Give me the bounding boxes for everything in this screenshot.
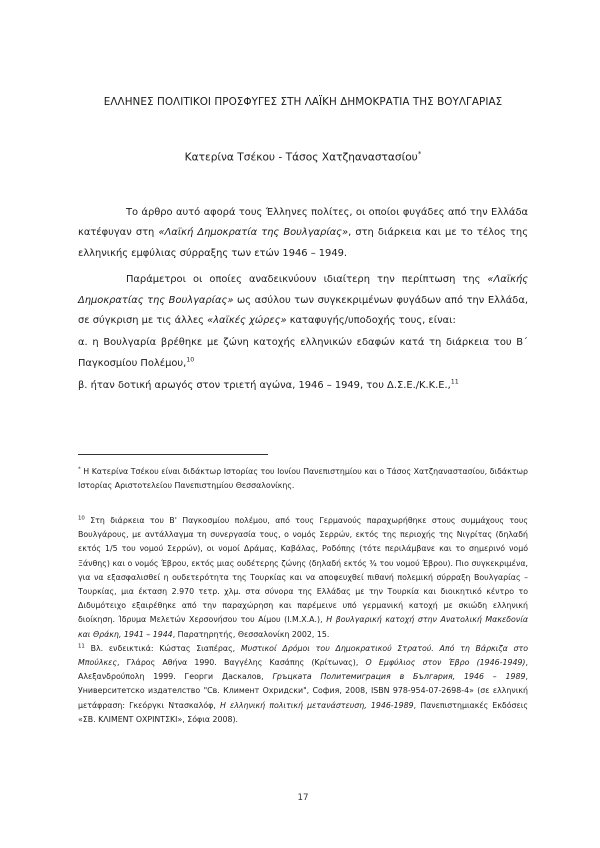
paragraph-2 — [78, 270, 528, 331]
footnotes-list — [78, 514, 528, 727]
footnote-11-italic-c: Гръцката Политемиграция в България, 1946 – 1989 — [272, 672, 526, 682]
footnote-ref-10[interactable]: 10 — [186, 356, 195, 364]
paragraph-1-text-b: , στη διάρκεια και με το τέλος της ελληνικής εμφύλιας σύρραξης των ετών 1946 – 1949. — [78, 227, 528, 259]
footnote-10-text-b: , Παρατηρητής, Θεσσαλονίκη 2002, 15. — [172, 629, 330, 639]
footnote-author-text: Η Κατερίνα Τσέκου είναι διδάκτωρ Ιστορίας του Ιονίου Πανεπιστημίου και ο Τάσος Χατζηαναστασίου, διδάκτωρ Ιστορίας Αριστοτελείου Πανεπιστημίου Θεσσαλονίκης. — [78, 467, 528, 491]
footnote-11-mark: 11 — [78, 643, 85, 650]
paragraph-2-text-c: καταφυγής/υποδοχής τους, είναι: — [286, 315, 456, 327]
list-item-b — [78, 376, 528, 396]
page-number: 17 — [297, 793, 309, 803]
paragraph-2-italic-b: «λαϊκές χώρες» — [207, 315, 287, 327]
footnote-11-text-c: , Αλεξανδρούπολη 1999. Георги Даскалов, — [78, 658, 528, 682]
paragraph-2-text-a: Παράμετροι οι οποίες αναδεικνύουν ιδιαίτερη την περίπτωση της — [126, 274, 488, 286]
paragraph-1 — [78, 203, 528, 264]
list-item-a-text: α. η Βουλγαρία βρέθηκε με ζώνη κατοχής ελληνικών εδαφών κατά τη διάρκεια του Β΄ Παγκοσμίου Πολέμου, — [78, 337, 528, 369]
footnote-11-italic-b: Ο Εμφύλιος στον Έβρο (1946-1949) — [365, 658, 526, 668]
footnote-ref-11[interactable]: 11 — [450, 378, 459, 386]
footnote-author-mark: * — [78, 466, 81, 473]
footnote-11-italic-a: Μυστικοί Δρόμοι του Δημοκρατικού Στρατού. Από τη Βάρκιζα στο Μπούλκες — [78, 643, 528, 668]
authors-names: Κατερίνα Τσέκου - Τάσος Χατζηαναστασίου — [184, 151, 418, 164]
list-item-a — [78, 333, 528, 374]
footnote-11-text-a: Βλ. ενδεικτικά: Κώστας Σιαπέρας, — [84, 643, 241, 653]
footnote-author — [78, 465, 528, 493]
article-authors — [78, 150, 528, 164]
list-item-b-text: β. ήταν δοτική αρωγός στον τριετή αγώνα, 1946 – 1949, του Δ.Σ.Ε./Κ.Κ.Ε., — [78, 380, 451, 392]
paragraph-2-text-b: ως ασύλου των συγκεκριμένων φυγάδων από την Ελλάδα, σε σύγκριση με τις άλλες — [78, 294, 528, 327]
paragraph-1-italic: «Λαϊκή Δημοκρατία της Βουλγαρίας» — [158, 227, 349, 239]
footnote-divider — [78, 454, 268, 455]
footnote-11-text-b: , Γλάρος Αθήνα 1990. Βαγγέλης Κασάπης (Κρίτωνας), — [116, 658, 366, 668]
footnote-11-italic-d: Η ελληνική πολιτική μετανάστευση, 1946-1989 — [219, 700, 414, 710]
article-body — [78, 203, 528, 397]
footnote-11 — [78, 642, 528, 727]
footnote-10-mark: 10 — [78, 515, 85, 522]
footnote-10-text-a: Στη διάρκεια του Β' Παγκοσμίου πολέμου, από τους Γερμανούς παραχωρήθηκε στους συμμάχους τους Βουλγάρους, με αντάλλαγμα τη συνεργασία τους, ο νομός Σερρών, εκτός της περιοχής της Νιγρίτας (δηλαδή εκτός 1/5 του νομού Σερρών), οι νομοί Δράμας, Καβάλας, Ροδόπης (τότε περιλάμβανε και το σημερινό νομό Ξάνθης) και ο νομός Έβρου, εκτός μιας ουδέτερης ζώνης (δηλαδή εκτός ¾ του νομού Έβρου). Πιο συγκεκριμένα, για να εξασφαλισθεί η ουδετερότητα της Τουρκίας και να αποφευχθεί πιθανή πολεμική σύρραξη Βουλγαρίας – Τουρκίας, μια έκταση 2.970 τετρ. χλμ. στα σύνορα της Ελλάδας με την Τουρκία και διοικητικό κέντρο το Διδυμότειχο εξαιρέθηκε από την παραχώρηση και παρέμεινε υπό γερμανική κατοχή με σκιώδη ελληνική διοίκηση. Ίδρυμα Μελετών Χερσονήσου του Αίμου (Ι.Μ.Χ.Α.), — [78, 516, 528, 625]
footnote-11-text-d: , Университетско издателство "Св. Климент Охридски", София, 2008, ISBN 978-954-07-2698-4» (σε ελληνική μετάφραση: Γκεόργκι Ντασκαλόφ, — [78, 672, 528, 710]
paragraph-1-text-a: Το άρθρο αυτό αφορά τους Έλληνες πολίτες, οι οποίοι φυγάδες από την Ελλάδα κατέφυγαν στη — [78, 207, 528, 239]
article-title: ΕΛΛΗΝΕΣ ΠΟΛΙΤΙΚΟΙ ΠΡΟΣΦΥΓΕΣ ΣΤΗ ΛΑΪΚΗ ΔΗΜΟΚΡΑΤΙΑ ΤΗΣ ΒΟΥΛΓΑΡΙΑΣ — [103, 96, 503, 108]
authors-footnote-mark: * — [417, 150, 422, 158]
paragraph-2-italic-a: «Λαϊκής Δημοκρατίας της Βουλγαρίας» — [78, 274, 528, 306]
footnote-11-text-e: , Πανεπιστημιακές Εκδόσεις «ΣΒ. ΚΛΙΜΕΝΤ ΟΧΡΙΝΤΣΚΙ», Σόφια 2008). — [78, 700, 529, 724]
footnote-10 — [78, 514, 528, 642]
footnote-10-italic: Η βουλγαρική κατοχή στην Ανατολική Μακεδονία και Θράκη, 1941 – 1944 — [78, 615, 529, 639]
